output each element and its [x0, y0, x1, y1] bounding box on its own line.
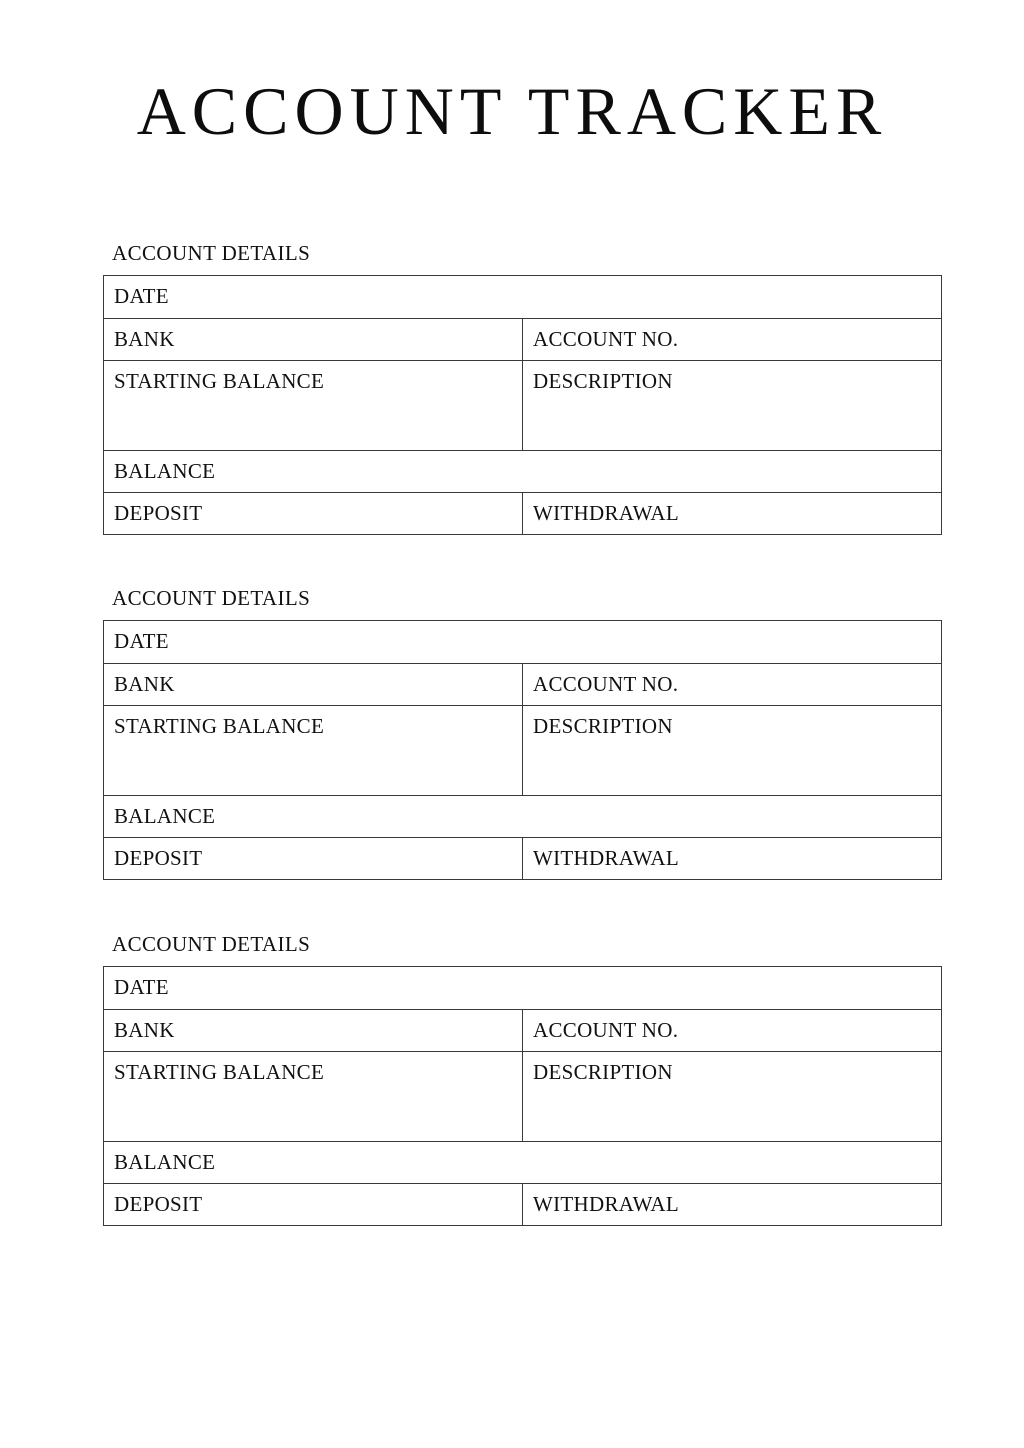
cell-date[interactable]: DATE	[104, 621, 942, 664]
cell-account-no[interactable]: ACCOUNT NO.	[523, 319, 942, 361]
account-section-2	[103, 585, 942, 880]
cell-date[interactable]: DATE	[104, 967, 942, 1010]
section-label: ACCOUNT DETAILS	[112, 241, 311, 265]
cell-deposit[interactable]: DEPOSIT	[104, 493, 523, 535]
account-section-3	[103, 931, 942, 1226]
cell-withdrawal[interactable]: WITHDRAWAL	[523, 493, 942, 535]
cell-withdrawal[interactable]: WITHDRAWAL	[523, 838, 942, 880]
cell-withdrawal[interactable]: WITHDRAWAL	[523, 1184, 942, 1226]
account-details-table	[103, 275, 942, 535]
section-label: ACCOUNT DETAILS	[112, 932, 311, 956]
account-details-table	[103, 966, 942, 1226]
table-row-bank	[104, 1010, 942, 1052]
table-row-bank	[104, 319, 942, 361]
table-row-date	[104, 967, 942, 1010]
table-row-balance	[104, 796, 942, 838]
table-row-starting-balance	[104, 1052, 942, 1142]
cell-starting-balance[interactable]: STARTING BALANCE	[104, 1052, 523, 1142]
cell-description[interactable]: DESCRIPTION	[523, 1052, 942, 1142]
cell-balance[interactable]: BALANCE	[104, 796, 942, 838]
cell-starting-balance[interactable]: STARTING BALANCE	[104, 361, 523, 451]
table-row-date	[104, 621, 942, 664]
cell-date[interactable]: DATE	[104, 276, 942, 319]
cell-bank[interactable]: BANK	[104, 319, 523, 361]
cell-deposit[interactable]: DEPOSIT	[104, 1184, 523, 1226]
table-row-date	[104, 276, 942, 319]
cell-balance[interactable]: BALANCE	[104, 1142, 942, 1184]
cell-bank[interactable]: BANK	[104, 1010, 523, 1052]
table-row-bank	[104, 664, 942, 706]
table-row-balance	[104, 451, 942, 493]
section-label: ACCOUNT DETAILS	[112, 586, 311, 610]
page-title: ACCOUNT TRACKER	[136, 73, 888, 149]
table-row-deposit	[104, 1184, 942, 1226]
table-row-deposit	[104, 838, 942, 880]
account-section-1	[103, 240, 942, 535]
table-row-balance	[104, 1142, 942, 1184]
table-row-starting-balance	[104, 361, 942, 451]
table-row-starting-balance	[104, 706, 942, 796]
cell-account-no[interactable]: ACCOUNT NO.	[523, 1010, 942, 1052]
cell-deposit[interactable]: DEPOSIT	[104, 838, 523, 880]
cell-description[interactable]: DESCRIPTION	[523, 706, 942, 796]
table-row-deposit	[104, 493, 942, 535]
cell-description[interactable]: DESCRIPTION	[523, 361, 942, 451]
account-details-table	[103, 620, 942, 880]
cell-starting-balance[interactable]: STARTING BALANCE	[104, 706, 523, 796]
cell-balance[interactable]: BALANCE	[104, 451, 942, 493]
cell-account-no[interactable]: ACCOUNT NO.	[523, 664, 942, 706]
cell-bank[interactable]: BANK	[104, 664, 523, 706]
